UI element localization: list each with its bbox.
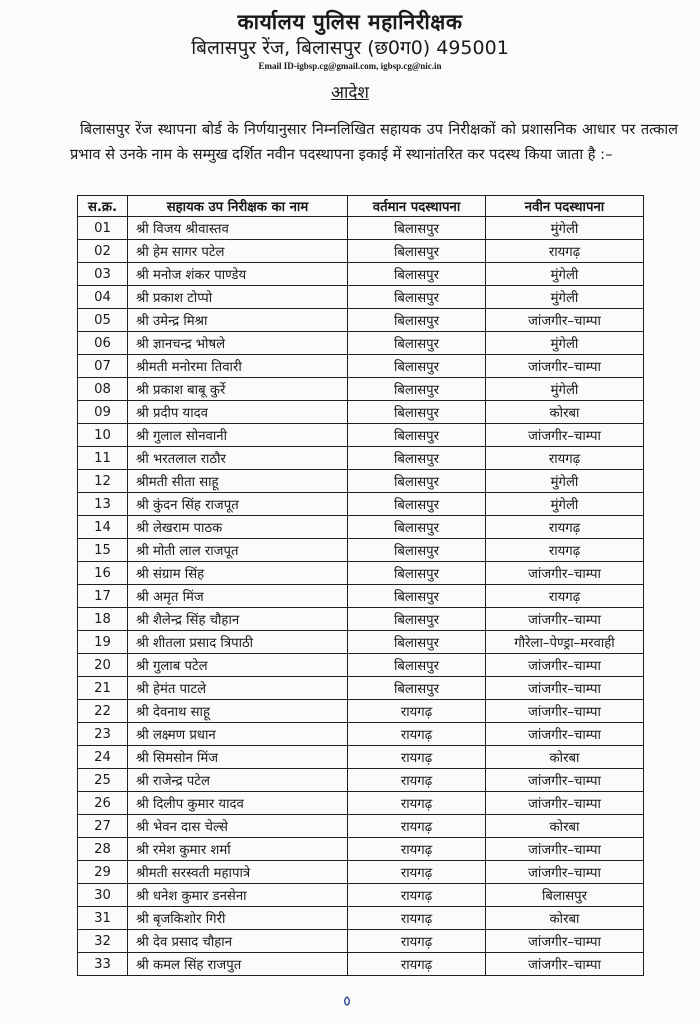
row-name: श्री कुंदन सिंह राजपूत <box>128 493 348 516</box>
row-new-posting: जांजगीर–चाम्पा <box>486 608 644 631</box>
row-new-posting: जांजगीर–चाम्पा <box>486 700 644 723</box>
row-name: श्री गुलाल सोनवानी <box>128 424 348 447</box>
row-current-posting: रायगढ़ <box>348 930 486 953</box>
row-current-posting: बिलासपुर <box>348 378 486 401</box>
row-name: श्री दिलीप कुमार यादव <box>128 792 348 815</box>
row-name: श्री धनेश कुमार डनसेना <box>128 884 348 907</box>
row-new-posting: जांजगीर–चाम्पा <box>486 953 644 976</box>
row-new-posting: कोरबा <box>486 746 644 769</box>
table-row <box>78 861 644 884</box>
row-serial: 33 <box>78 953 128 976</box>
row-name: श्री शैलेन्द्र सिंह चौहान <box>128 608 348 631</box>
row-name: श्री भरतलाल राठौर <box>128 447 348 470</box>
row-name: श्री विजय श्रीवास्तव <box>128 217 348 240</box>
header-current-posting: वर्तमान पदस्थापना <box>348 196 486 217</box>
row-serial: 31 <box>78 907 128 930</box>
table-row <box>78 654 644 677</box>
row-serial: 10 <box>78 424 128 447</box>
row-name: श्री देव प्रसाद चौहान <box>128 930 348 953</box>
row-serial: 07 <box>78 355 128 378</box>
row-name: श्री हेम सागर पटेल <box>128 240 348 263</box>
row-new-posting: जांजगीर–चाम्पा <box>486 355 644 378</box>
page-mark-icon <box>343 995 351 1007</box>
row-current-posting: रायगढ़ <box>348 953 486 976</box>
row-serial: 28 <box>78 838 128 861</box>
row-new-posting: मुंगेली <box>486 493 644 516</box>
table-row <box>78 769 644 792</box>
row-current-posting: बिलासपुर <box>348 562 486 585</box>
row-new-posting: मुंगेली <box>486 217 644 240</box>
row-name: श्री रमेश कुमार शर्मा <box>128 838 348 861</box>
row-name: श्रीमती सीता साहू <box>128 470 348 493</box>
table-row <box>78 838 644 861</box>
row-name: श्री सिमसोन मिंज <box>128 746 348 769</box>
row-new-posting: जांजगीर–चाम्पा <box>486 723 644 746</box>
table-row <box>78 539 644 562</box>
row-new-posting: मुंगेली <box>486 378 644 401</box>
row-new-posting: बिलासपुर <box>486 884 644 907</box>
row-current-posting: बिलासपुर <box>348 470 486 493</box>
row-new-posting: जांजगीर–चाम्पा <box>486 838 644 861</box>
row-serial: 09 <box>78 401 128 424</box>
table-row <box>78 608 644 631</box>
row-name: श्री उमेन्द्र मिश्रा <box>128 309 348 332</box>
header-serial: स.क्र. <box>78 196 128 217</box>
table-row <box>78 332 644 355</box>
row-current-posting: रायगढ़ <box>348 746 486 769</box>
row-current-posting: रायगढ़ <box>348 792 486 815</box>
order-title <box>0 80 700 103</box>
table-row <box>78 746 644 769</box>
row-name: श्री ज्ञानचन्द्र भोषले <box>128 332 348 355</box>
table-row <box>78 516 644 539</box>
row-name: श्री प्रकाश टोप्पो <box>128 286 348 309</box>
row-new-posting: जांजगीर–चाम्पा <box>486 424 644 447</box>
row-serial: 23 <box>78 723 128 746</box>
header-new-posting: नवीन पदस्थापना <box>486 196 644 217</box>
header-name: सहायक उप निरीक्षक का नाम <box>128 196 348 217</box>
row-name: श्री देवनाथ साहू <box>128 700 348 723</box>
row-current-posting: रायगढ़ <box>348 815 486 838</box>
row-current-posting: बिलासपुर <box>348 585 486 608</box>
table-row <box>78 792 644 815</box>
row-new-posting: गौरेला–पेण्ड्रा–मरवाही <box>486 631 644 654</box>
row-name: श्रीमती सरस्वती महापात्रे <box>128 861 348 884</box>
row-name: श्री मनोज शंकर पाण्डेय <box>128 263 348 286</box>
table-row <box>78 884 644 907</box>
row-current-posting: बिलासपुर <box>348 240 486 263</box>
table-header-row <box>78 196 644 217</box>
table-row <box>78 424 644 447</box>
row-name: श्री राजेन्द्र पटेल <box>128 769 348 792</box>
row-current-posting: बिलासपुर <box>348 516 486 539</box>
row-serial: 03 <box>78 263 128 286</box>
row-new-posting: जांजगीर–चाम्पा <box>486 309 644 332</box>
row-new-posting: रायगढ़ <box>486 447 644 470</box>
row-name: श्री लक्ष्मण प्रधान <box>128 723 348 746</box>
row-serial: 15 <box>78 539 128 562</box>
table-row <box>78 447 644 470</box>
row-name: श्री कमल सिंह राजपुत <box>128 953 348 976</box>
row-serial: 05 <box>78 309 128 332</box>
row-current-posting: रायगढ़ <box>348 769 486 792</box>
table-row <box>78 263 644 286</box>
row-name: श्री भेवन दास चेल्से <box>128 815 348 838</box>
row-serial: 13 <box>78 493 128 516</box>
row-name: श्री प्रकाश बाबू कुर्रे <box>128 378 348 401</box>
row-current-posting: बिलासपुर <box>348 263 486 286</box>
table-row <box>78 493 644 516</box>
row-name: श्री अमृत मिंज <box>128 585 348 608</box>
row-serial: 19 <box>78 631 128 654</box>
table-row <box>78 930 644 953</box>
table-row <box>78 907 644 930</box>
office-email: Email ID-igbsp.cg@gmail.com, igbsp.cg@nic.in <box>258 61 442 71</box>
row-serial: 30 <box>78 884 128 907</box>
row-serial: 11 <box>78 447 128 470</box>
row-new-posting: मुंगेली <box>486 263 644 286</box>
row-current-posting: बिलासपुर <box>348 309 486 332</box>
row-name: श्री प्रदीप यादव <box>128 401 348 424</box>
row-new-posting: जांजगीर–चाम्पा <box>486 677 644 700</box>
row-serial: 06 <box>78 332 128 355</box>
table-row <box>78 723 644 746</box>
row-new-posting: मुंगेली <box>486 470 644 493</box>
row-current-posting: बिलासपुर <box>348 401 486 424</box>
row-new-posting: रायगढ़ <box>486 240 644 263</box>
table-row <box>78 378 644 401</box>
row-new-posting: जांजगीर–चाम्पा <box>486 930 644 953</box>
table-row <box>78 677 644 700</box>
table-row <box>78 470 644 493</box>
row-name: श्री बृजकिशोर गिरी <box>128 907 348 930</box>
row-name: श्री शीतला प्रसाद त्रिपाठी <box>128 631 348 654</box>
row-new-posting: रायगढ़ <box>486 539 644 562</box>
row-name: श्री गुलाब पटेल <box>128 654 348 677</box>
order-title-text: आदेश <box>331 83 369 103</box>
row-current-posting: बिलासपुर <box>348 447 486 470</box>
table-row <box>78 562 644 585</box>
order-body-text: बिलासपुर रेंज स्थापना बोर्ड के निर्णयानुसार निम्नलिखित सहायक उप निरीक्षकों को प्रशासनिक आधार पर तत्काल प्रभाव से उनके नाम के सम्मुख दर्शित नवीन पदस्थापना इकाई में स्थानांतरित कर पदस्थ किया जाता है :– <box>70 121 678 163</box>
row-new-posting: जांजगीर–चाम्पा <box>486 654 644 677</box>
row-current-posting: बिलासपुर <box>348 355 486 378</box>
table-row <box>78 401 644 424</box>
row-current-posting: बिलासपुर <box>348 217 486 240</box>
row-serial: 18 <box>78 608 128 631</box>
row-serial: 12 <box>78 470 128 493</box>
row-current-posting: बिलासपुर <box>348 654 486 677</box>
office-address: बिलासपुर रेंज, बिलासपुर (छ0ग0) 495001 <box>191 37 509 59</box>
row-serial: 20 <box>78 654 128 677</box>
table-row <box>78 217 644 240</box>
row-serial: 01 <box>78 217 128 240</box>
row-current-posting: बिलासपुर <box>348 332 486 355</box>
row-new-posting: जांजगीर–चाम्पा <box>486 861 644 884</box>
row-serial: 26 <box>78 792 128 815</box>
row-serial: 17 <box>78 585 128 608</box>
row-current-posting: बिलासपुर <box>348 608 486 631</box>
row-name: श्री संग्राम सिंह <box>128 562 348 585</box>
row-serial: 32 <box>78 930 128 953</box>
row-current-posting: रायगढ़ <box>348 884 486 907</box>
row-current-posting: रायगढ़ <box>348 700 486 723</box>
row-serial: 14 <box>78 516 128 539</box>
row-current-posting: बिलासपुर <box>348 424 486 447</box>
row-serial: 16 <box>78 562 128 585</box>
row-serial: 29 <box>78 861 128 884</box>
row-new-posting: रायगढ़ <box>486 585 644 608</box>
row-new-posting: जांजगीर–चाम्पा <box>486 792 644 815</box>
row-serial: 25 <box>78 769 128 792</box>
table-row <box>78 953 644 976</box>
row-name: श्रीमती मनोरमा तिवारी <box>128 355 348 378</box>
row-new-posting: कोरबा <box>486 401 644 424</box>
row-new-posting: मुंगेली <box>486 332 644 355</box>
table-row <box>78 355 644 378</box>
table-row <box>78 815 644 838</box>
row-name: श्री लेखराम पाठक <box>128 516 348 539</box>
row-current-posting: रायगढ़ <box>348 861 486 884</box>
table-row <box>78 700 644 723</box>
row-current-posting: रायगढ़ <box>348 838 486 861</box>
row-new-posting: कोरबा <box>486 907 644 930</box>
row-name: श्री मोती लाल राजपूत <box>128 539 348 562</box>
row-new-posting: रायगढ़ <box>486 516 644 539</box>
row-current-posting: रायगढ़ <box>348 723 486 746</box>
row-new-posting: जांजगीर–चाम्पा <box>486 562 644 585</box>
row-serial: 27 <box>78 815 128 838</box>
row-serial: 22 <box>78 700 128 723</box>
row-serial: 02 <box>78 240 128 263</box>
row-current-posting: रायगढ़ <box>348 907 486 930</box>
row-serial: 21 <box>78 677 128 700</box>
row-current-posting: बिलासपुर <box>348 493 486 516</box>
row-current-posting: बिलासपुर <box>348 539 486 562</box>
row-current-posting: बिलासपुर <box>348 677 486 700</box>
transfer-table <box>77 195 644 976</box>
table-row <box>78 240 644 263</box>
row-new-posting: कोरबा <box>486 815 644 838</box>
row-name: श्री हेमंत पाटले <box>128 677 348 700</box>
table-row <box>78 309 644 332</box>
row-serial: 08 <box>78 378 128 401</box>
row-new-posting: जांजगीर–चाम्पा <box>486 769 644 792</box>
row-current-posting: बिलासपुर <box>348 286 486 309</box>
row-new-posting: मुंगेली <box>486 286 644 309</box>
table-row <box>78 631 644 654</box>
row-serial: 04 <box>78 286 128 309</box>
table-row <box>78 286 644 309</box>
row-serial: 24 <box>78 746 128 769</box>
office-title: कार्यालय पुलिस महानिरीक्षक <box>237 10 463 34</box>
table-row <box>78 585 644 608</box>
row-current-posting: बिलासपुर <box>348 631 486 654</box>
